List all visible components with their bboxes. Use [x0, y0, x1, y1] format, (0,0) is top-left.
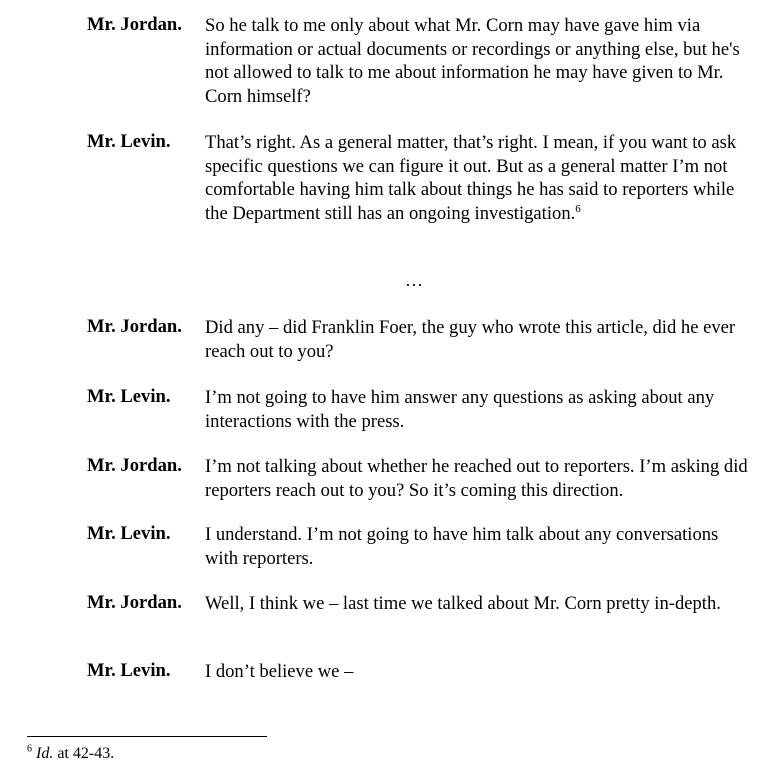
speech-text: That’s right. As a general matter, that’s right. I mean, if you want to ask specific questions we can figure it out. But as a general matter I’m not comfortable having him talk about things he has said to reporters while the Department still has an ongoing investigation.$^6$ [205, 132, 737, 224]
footnote-divider [27, 736, 267, 737]
speaker-name: Mr. Jordan. [87, 14, 182, 35]
speaker-name: Mr. Levin. [87, 660, 171, 681]
speech-text: Well, I think we – last time we talked about Mr. Corn pretty in-depth. [205, 593, 721, 614]
speaker-name: Mr. Jordan. [87, 455, 182, 476]
ellipsis: … [405, 270, 424, 290]
speech-text: I’m not going to have him answer any questions as asking about any interactions with the press. [205, 387, 715, 432]
speech-text: Did any – did Franklin Foer, the guy who wrote this article, did he ever reach out to you? [205, 317, 736, 362]
speaker-name: Mr. Levin. [87, 523, 171, 544]
footnote-ref: 6 [575, 202, 581, 215]
speech-text: I don’t believe we – [205, 661, 354, 682]
speaker-name: Mr. Levin. [87, 131, 171, 152]
speech-text: So he talk to me only about what Mr. Corn may have gave him via information or actual documents or recordings or anything else, but he's not allowed to talk to me about information he may have given to Mr. Corn himself? [205, 15, 740, 107]
speaker-name: Mr. Jordan. [87, 316, 182, 337]
speaker-name: Mr. Levin. [87, 386, 171, 407]
speech-text: I’m not talking about whether he reached out to reporters. I’m asking did reporters reach out to you? So it’s coming this direction. [205, 456, 748, 501]
speaker-name: Mr. Jordan. [87, 592, 182, 613]
footnote-number: 6 [27, 743, 32, 755]
footnote-text: at 42-43. [53, 745, 115, 762]
footnote-cite: Id. [36, 745, 54, 762]
speech-text: I understand. I’m not going to have him talk about any conversations with reporters. [205, 524, 719, 569]
footnote [27, 745, 114, 763]
